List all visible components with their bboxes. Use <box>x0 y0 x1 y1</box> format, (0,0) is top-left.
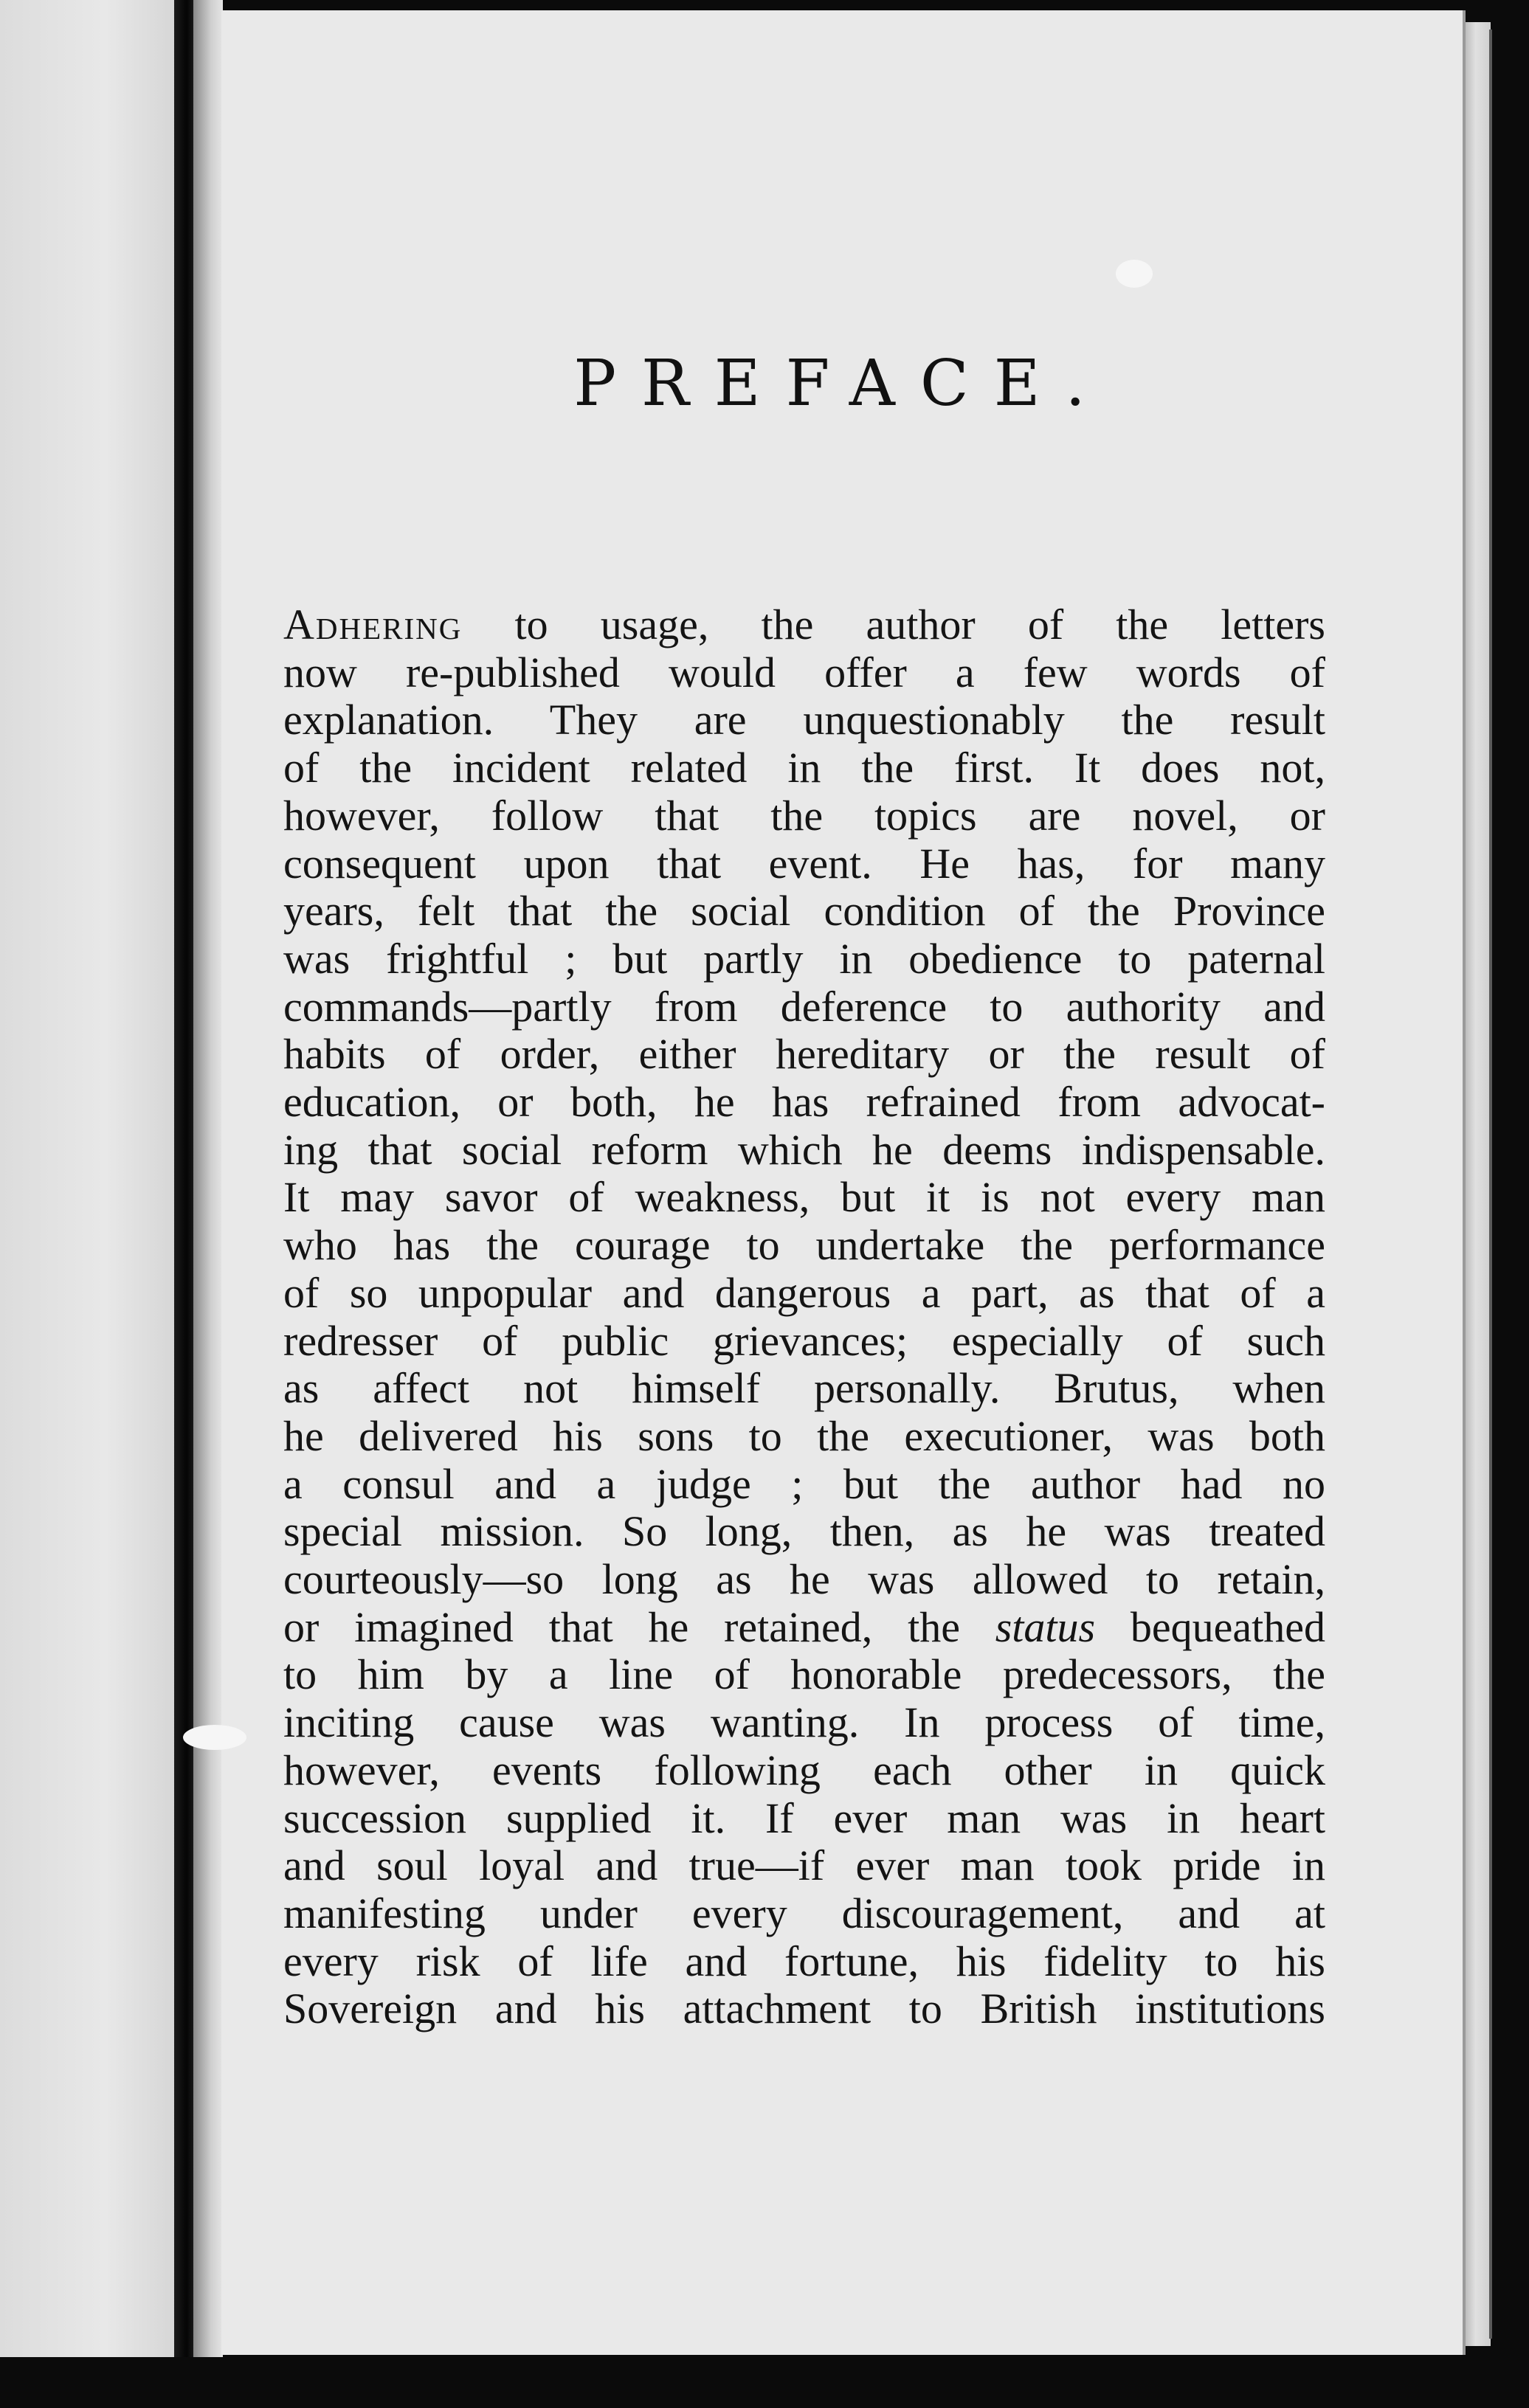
text-line-29: every risk of life and fortune, his fidelity to his <box>283 1937 1325 1985</box>
text-line-2: now re-published would offer a few words of <box>283 648 1325 696</box>
text-line-30: Sovereign and his attachment to British institutions <box>283 1985 1325 2033</box>
text-line-1: Adhering to usage, the author of the letters <box>283 601 1325 648</box>
text-line-27: and soul loyal and true—if ever man took pride in <box>283 1841 1325 1890</box>
text-line-10: habits of order, either hereditary or the result of <box>283 1030 1325 1079</box>
text-line-9: commands—partly from deference to authority and <box>283 982 1325 1031</box>
text-line-26: succession supplied it. If ever man was in heart <box>283 1793 1325 1842</box>
text-line-12: ing that social reform which he deems indispensable. <box>283 1125 1325 1174</box>
facing-page-edge <box>0 0 176 2357</box>
text-line-23: to him by a line of honorable predecessors, the <box>283 1650 1325 1699</box>
opening-word: Adhering <box>283 601 463 648</box>
text-line-6: consequent upon that event. He has, for many <box>283 839 1325 888</box>
text-line-28: manifesting under every discouragement, and at <box>283 1889 1325 1937</box>
page-heading: PREFACE. <box>573 347 1111 421</box>
text-line-20: special mission. So long, then, as he was treated <box>283 1507 1325 1556</box>
paper-speck <box>1116 260 1153 288</box>
text-line-8: was frightful ; but partly in obedience to paternal <box>283 934 1325 983</box>
text-line-17: as affect not himself personally. Brutus, when <box>283 1364 1325 1413</box>
text-line-11: education, or both, he has refrained from advocat- <box>283 1078 1325 1127</box>
text-line-25: however, events following each other in quick <box>283 1746 1325 1794</box>
text-line-13: It may savor of weakness, but it is not every man <box>283 1173 1325 1222</box>
text-line-24: inciting cause was wanting. In process of time, <box>283 1698 1325 1747</box>
text-line-21: courteously—so long as he was allowed to retain, <box>283 1555 1325 1604</box>
text-line-15: of so unpopular and dangerous a part, as that of a <box>283 1268 1325 1317</box>
text-line-7: years, felt that the social condition of the Province <box>283 887 1325 935</box>
text-line-16: redresser of public grievances; especially of such <box>283 1316 1325 1365</box>
text-line-14: who has the courage to undertake the performance <box>283 1221 1325 1270</box>
italic-term: status <box>995 1602 1096 1651</box>
text-line-18: he delivered his sons to the executioner, was both <box>283 1411 1325 1460</box>
gutter-fold-shadow <box>193 0 223 2357</box>
preface-text <box>283 601 1325 2033</box>
text-line-5: however, follow that the topics are novel, or <box>283 791 1325 840</box>
text-line-22: or imagined that he retained, the status bequeathed <box>283 1602 1325 1651</box>
page-edge-shadow <box>1489 30 1492 2339</box>
paper-speck <box>183 1725 246 1750</box>
text-line-3: explanation. They are unquestionably the result <box>283 696 1325 744</box>
text-line-19: a consul and a judge ; but the author had no <box>283 1459 1325 1508</box>
text-line-4: of the incident related in the first. It does not, <box>283 744 1325 792</box>
page-stack-edge <box>1466 22 1491 2346</box>
